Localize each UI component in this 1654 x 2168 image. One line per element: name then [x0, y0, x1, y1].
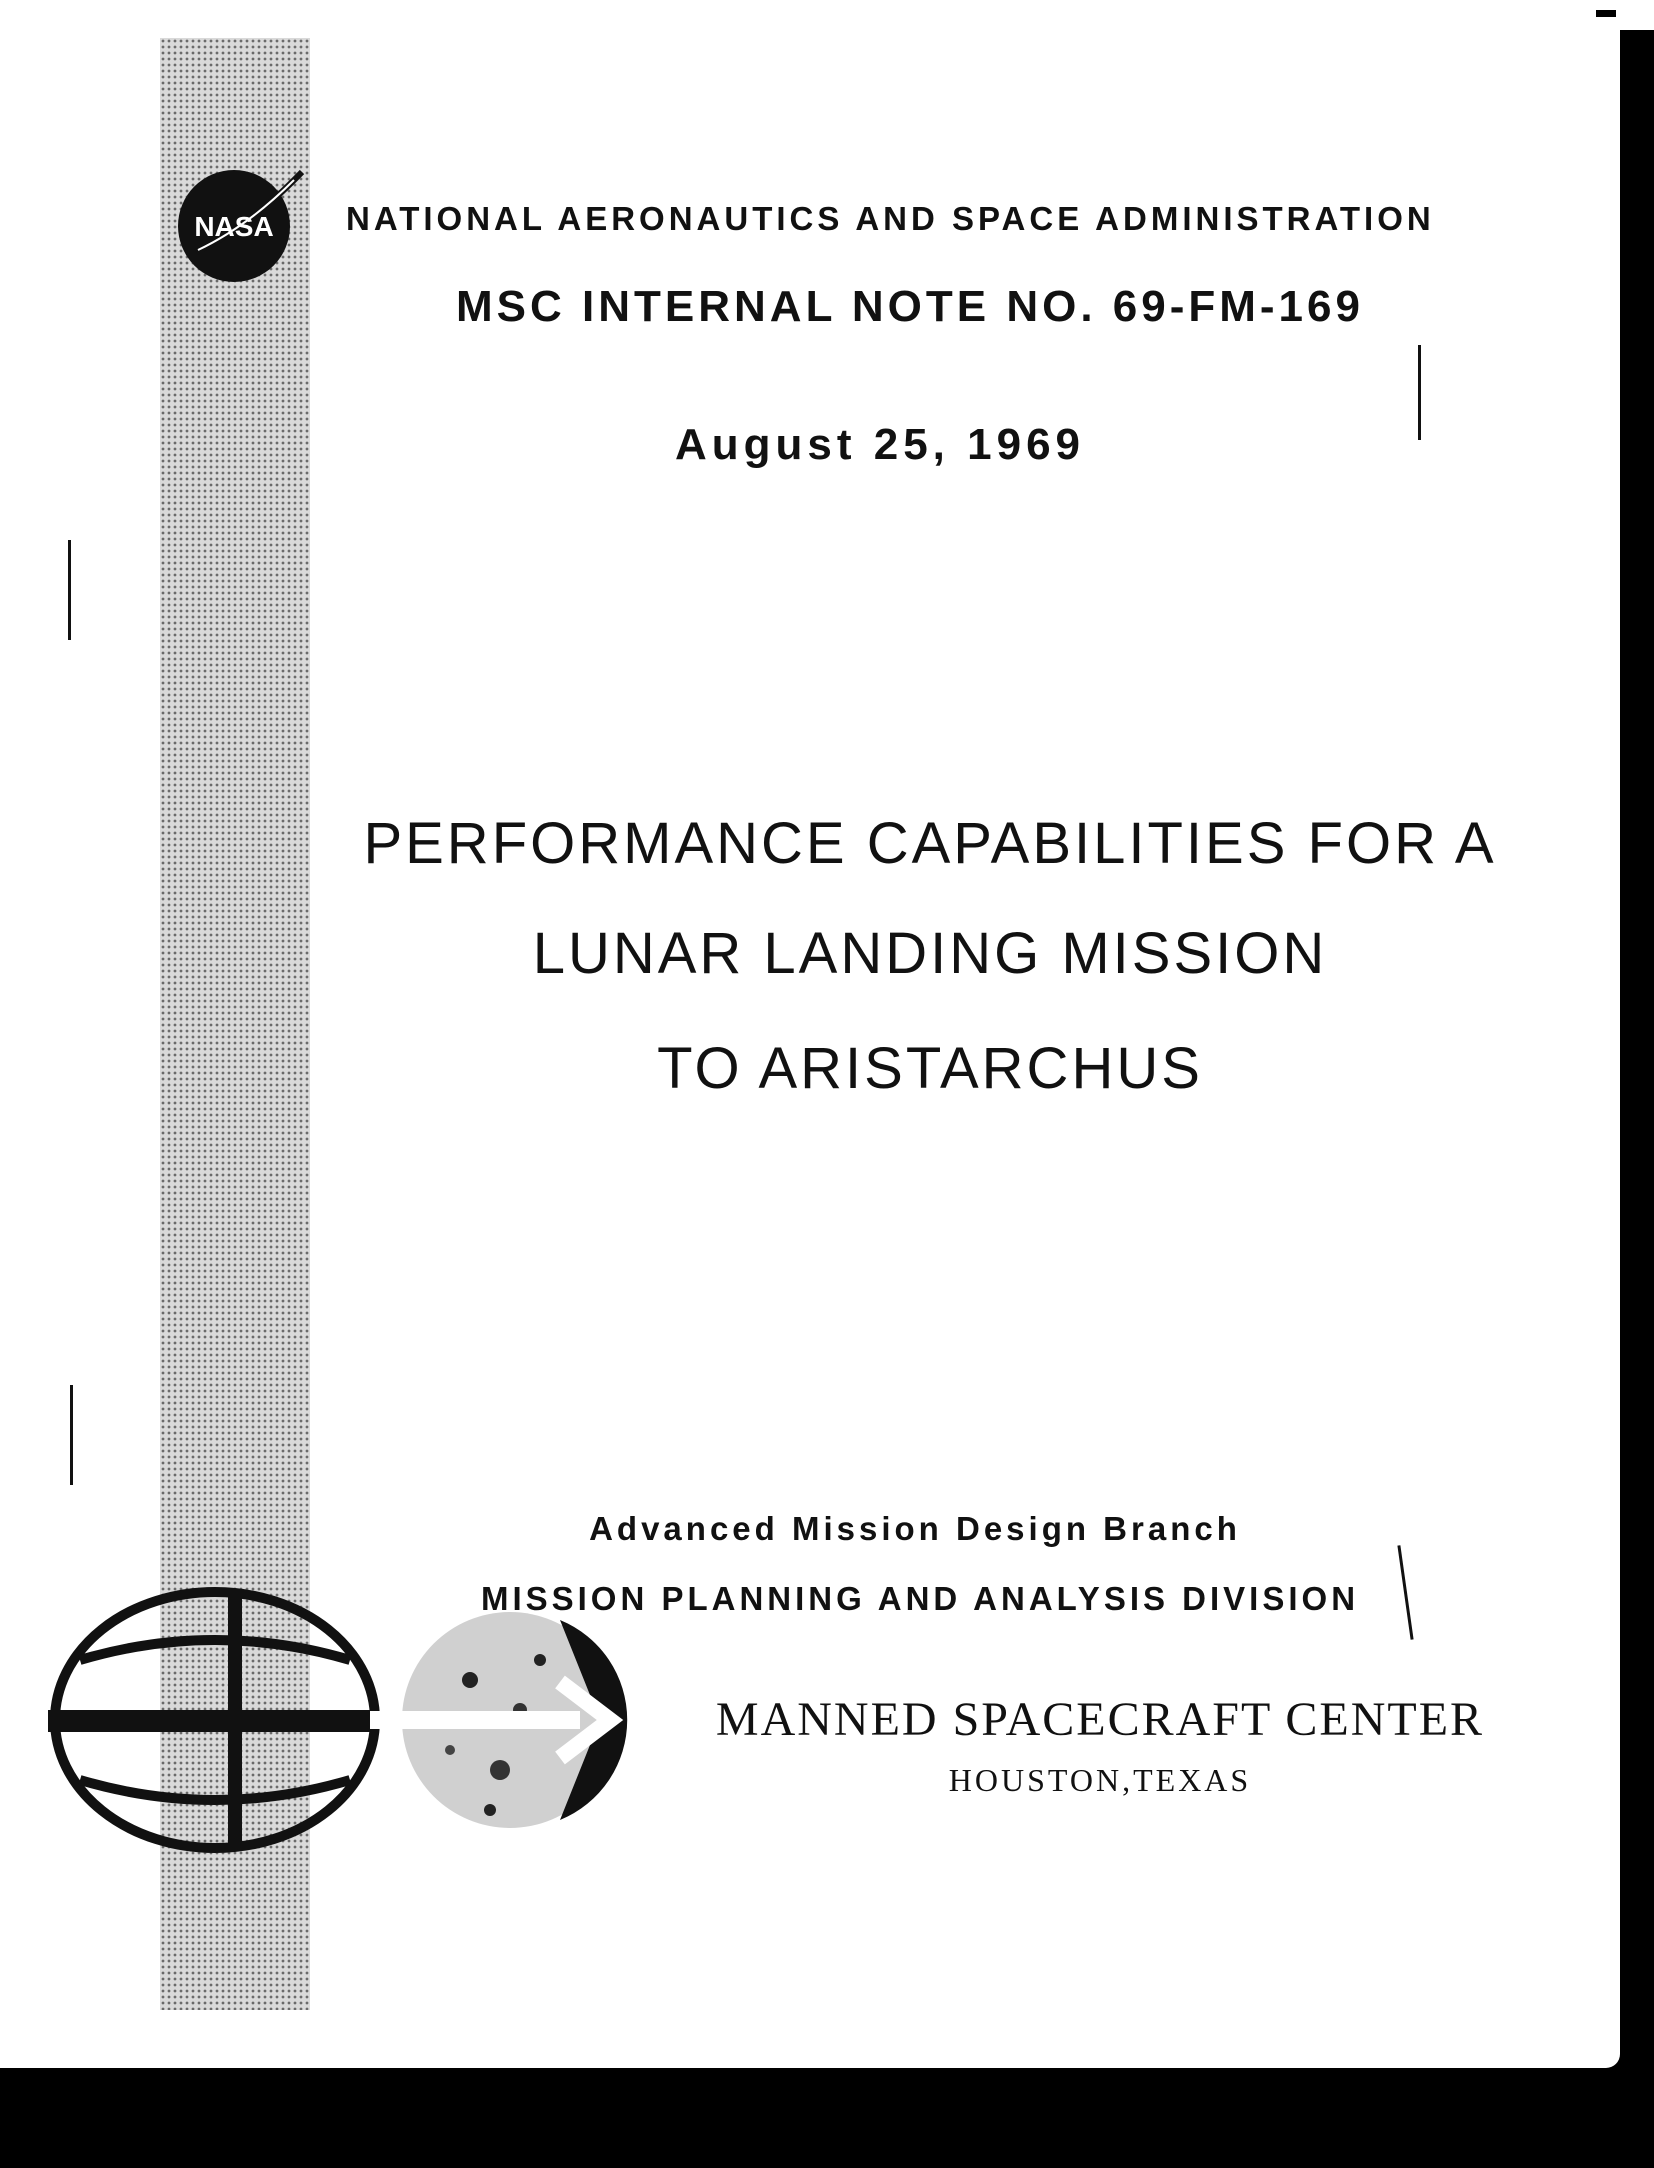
note-date: August 25, 1969 — [674, 420, 1086, 469]
nasa-logo — [176, 164, 306, 288]
agency-name: NATIONAL AERONAUTICS AND SPACE ADMINISTRATION — [346, 200, 1435, 237]
title-line-2: LUNAR LANDING MISSION — [532, 921, 1328, 986]
msc-logo — [40, 1570, 640, 1880]
note-number: MSC INTERNAL NOTE NO. 69-FM-169 — [456, 282, 1364, 331]
branch-name: Advanced Mission Design Branch — [589, 1510, 1241, 1547]
nasa-logo-text: NASA — [194, 211, 274, 242]
scan-mark — [1418, 345, 1421, 440]
scan-border-right — [1620, 0, 1654, 2068]
title-line-3: TO ARISTARCHUS — [657, 1036, 1203, 1101]
division-name: MISSION PLANNING AND ANALYSIS DIVISION — [480, 1580, 1360, 1617]
scan-mark — [68, 540, 71, 640]
scan-corner — [1596, 0, 1654, 30]
scan-mark — [70, 1385, 73, 1485]
center-name: MANNED SPACECRAFT CENTER — [715, 1693, 1485, 1746]
center-location: HOUSTON,TEXAS — [948, 1762, 1252, 1798]
title-line-1: PERFORMANCE CAPABILITIES FOR A — [363, 811, 1497, 876]
